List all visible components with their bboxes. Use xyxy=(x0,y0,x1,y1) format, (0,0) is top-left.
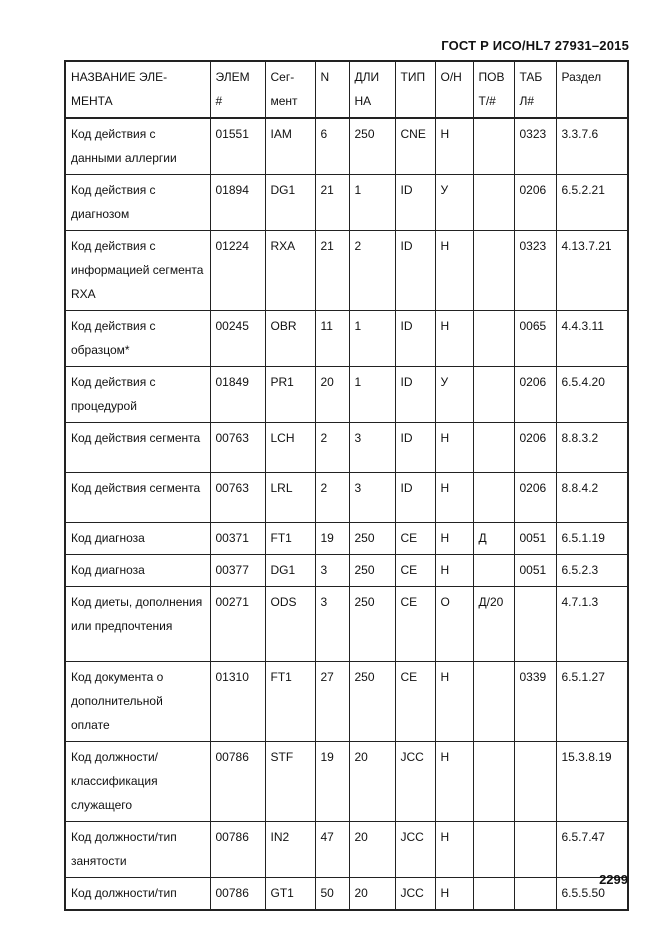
cell-segment: FT1 xyxy=(265,523,315,555)
cell-table-number: 0339 xyxy=(514,662,556,742)
cell-element-number: 00371 xyxy=(210,523,265,555)
cell-type: ID xyxy=(395,423,435,473)
cell-element-name: Код действия с процедурой xyxy=(65,367,210,423)
cell-type: ID xyxy=(395,175,435,231)
cell-table-number: 0323 xyxy=(514,118,556,175)
cell-type: JCC xyxy=(395,878,435,911)
cell-table-number: 0065 xyxy=(514,311,556,367)
cell-type: CE xyxy=(395,555,435,587)
table-row xyxy=(65,231,628,311)
cell-table-number: 0206 xyxy=(514,423,556,473)
cell-element-number: 00763 xyxy=(210,423,265,473)
page-number: 2299 xyxy=(599,872,628,887)
cell-type: CE xyxy=(395,523,435,555)
cell-section: 6.5.1.27 xyxy=(556,662,628,742)
cell-n: 27 xyxy=(315,662,349,742)
cell-table-number xyxy=(514,822,556,878)
cell-optionality: Н xyxy=(435,423,473,473)
table-row xyxy=(65,118,628,175)
cell-repetition xyxy=(473,311,514,367)
cell-length: 1 xyxy=(349,175,395,231)
cell-type: CE xyxy=(395,662,435,742)
cell-optionality: Н xyxy=(435,878,473,911)
cell-element-name: Код должности/классификация служащего xyxy=(65,742,210,822)
cell-section: 4.13.7.21 xyxy=(556,231,628,311)
table-row xyxy=(65,175,628,231)
cell-repetition xyxy=(473,231,514,311)
cell-repetition: Д/20 xyxy=(473,587,514,662)
cell-repetition xyxy=(473,822,514,878)
cell-optionality: Н xyxy=(435,555,473,587)
cell-length: 1 xyxy=(349,311,395,367)
cell-element-name: Код действия с данными аллергии xyxy=(65,118,210,175)
cell-element-name: Код действия с информацией сегмента RXA xyxy=(65,231,210,311)
cell-length: 250 xyxy=(349,523,395,555)
cell-optionality: Н xyxy=(435,822,473,878)
cell-element-number: 01310 xyxy=(210,662,265,742)
cell-element-name: Код должности/тип занятости xyxy=(65,822,210,878)
cell-element-number: 01224 xyxy=(210,231,265,311)
cell-length: 250 xyxy=(349,555,395,587)
cell-n: 50 xyxy=(315,878,349,911)
cell-element-number: 01894 xyxy=(210,175,265,231)
cell-repetition xyxy=(473,878,514,911)
cell-element-name: Код действия сегмента xyxy=(65,473,210,523)
cell-optionality: Н xyxy=(435,662,473,742)
cell-element-number: 00271 xyxy=(210,587,265,662)
cell-repetition xyxy=(473,175,514,231)
cell-length: 250 xyxy=(349,587,395,662)
cell-element-number: 00245 xyxy=(210,311,265,367)
cell-optionality: Н xyxy=(435,473,473,523)
cell-segment: OBR xyxy=(265,311,315,367)
cell-table-number: 0051 xyxy=(514,523,556,555)
column-header-length: ДЛИ НА xyxy=(349,61,395,118)
cell-section: 6.5.7.47 xyxy=(556,822,628,878)
table-row xyxy=(65,523,628,555)
table-row xyxy=(65,423,628,473)
cell-section: 8.8.3.2 xyxy=(556,423,628,473)
cell-optionality: Н xyxy=(435,742,473,822)
cell-element-name: Код действия с диагнозом xyxy=(65,175,210,231)
cell-element-name: Код документа о дополнительной оплате xyxy=(65,662,210,742)
cell-type: JCC xyxy=(395,742,435,822)
cell-element-number: 01551 xyxy=(210,118,265,175)
cell-table-number: 0051 xyxy=(514,555,556,587)
column-header-element-name: НАЗВАНИЕ ЭЛЕ-МЕНТА xyxy=(65,61,210,118)
cell-type: JCC xyxy=(395,822,435,878)
cell-section: 4.4.3.11 xyxy=(556,311,628,367)
cell-type: ID xyxy=(395,367,435,423)
table-row xyxy=(65,742,628,822)
cell-table-number: 0206 xyxy=(514,367,556,423)
cell-repetition xyxy=(473,662,514,742)
column-header-n: N xyxy=(315,61,349,118)
cell-segment: IAM xyxy=(265,118,315,175)
cell-repetition xyxy=(473,367,514,423)
cell-section: 6.5.2.21 xyxy=(556,175,628,231)
cell-element-number: 00763 xyxy=(210,473,265,523)
cell-element-number: 00786 xyxy=(210,822,265,878)
cell-n: 47 xyxy=(315,822,349,878)
cell-type: ID xyxy=(395,231,435,311)
cell-section: 8.8.4.2 xyxy=(556,473,628,523)
cell-repetition: Д xyxy=(473,523,514,555)
cell-section: 4.7.1.3 xyxy=(556,587,628,662)
table-row xyxy=(65,822,628,878)
cell-optionality: Н xyxy=(435,311,473,367)
cell-table-number: 0323 xyxy=(514,231,556,311)
cell-repetition xyxy=(473,473,514,523)
cell-repetition xyxy=(473,423,514,473)
cell-n: 11 xyxy=(315,311,349,367)
cell-type: ID xyxy=(395,311,435,367)
cell-length: 3 xyxy=(349,423,395,473)
cell-element-name: Код должности/тип xyxy=(65,878,210,911)
document-header: ГОСТ Р ИСО/HL7 27931–2015 xyxy=(441,38,629,53)
cell-element-name: Код действия сегмента xyxy=(65,423,210,473)
column-header-segment: Сег-мент xyxy=(265,61,315,118)
cell-segment: FT1 xyxy=(265,662,315,742)
table-row xyxy=(65,367,628,423)
cell-type: CE xyxy=(395,587,435,662)
cell-element-number: 01849 xyxy=(210,367,265,423)
table-row xyxy=(65,587,628,662)
cell-section: 6.5.5.50 xyxy=(556,878,628,911)
cell-n: 2 xyxy=(315,473,349,523)
cell-optionality: Н xyxy=(435,523,473,555)
cell-optionality: Н xyxy=(435,231,473,311)
cell-n: 19 xyxy=(315,742,349,822)
cell-segment: RXA xyxy=(265,231,315,311)
cell-table-number xyxy=(514,587,556,662)
cell-optionality: Н xyxy=(435,118,473,175)
cell-table-number: 0206 xyxy=(514,175,556,231)
cell-optionality: У xyxy=(435,367,473,423)
cell-optionality: У xyxy=(435,175,473,231)
cell-length: 250 xyxy=(349,118,395,175)
cell-element-name: Код диагноза xyxy=(65,523,210,555)
cell-n: 19 xyxy=(315,523,349,555)
cell-length: 3 xyxy=(349,473,395,523)
cell-length: 20 xyxy=(349,742,395,822)
cell-n: 20 xyxy=(315,367,349,423)
cell-section: 15.3.8.19 xyxy=(556,742,628,822)
cell-segment: LCH xyxy=(265,423,315,473)
cell-segment: GT1 xyxy=(265,878,315,911)
table-row xyxy=(65,311,628,367)
cell-table-number xyxy=(514,878,556,911)
cell-element-name: Код действия с образцом* xyxy=(65,311,210,367)
cell-length: 1 xyxy=(349,367,395,423)
cell-n: 2 xyxy=(315,423,349,473)
table-header-row xyxy=(65,61,628,118)
table-row xyxy=(65,555,628,587)
cell-table-number xyxy=(514,742,556,822)
cell-repetition xyxy=(473,742,514,822)
cell-segment: ODS xyxy=(265,587,315,662)
cell-length: 2 xyxy=(349,231,395,311)
column-header-table-number: ТАБ Л# xyxy=(514,61,556,118)
cell-section: 6.5.4.20 xyxy=(556,367,628,423)
cell-element-name: Код диагноза xyxy=(65,555,210,587)
cell-n: 3 xyxy=(315,555,349,587)
table-row xyxy=(65,473,628,523)
cell-repetition xyxy=(473,118,514,175)
table-row xyxy=(65,878,628,911)
cell-segment: DG1 xyxy=(265,555,315,587)
cell-segment: IN2 xyxy=(265,822,315,878)
cell-element-number: 00786 xyxy=(210,742,265,822)
cell-n: 6 xyxy=(315,118,349,175)
cell-element-number: 00377 xyxy=(210,555,265,587)
cell-table-number: 0206 xyxy=(514,473,556,523)
cell-n: 21 xyxy=(315,231,349,311)
cell-type: ID xyxy=(395,473,435,523)
cell-length: 250 xyxy=(349,662,395,742)
cell-n: 3 xyxy=(315,587,349,662)
cell-element-number: 00786 xyxy=(210,878,265,911)
cell-section: 6.5.2.3 xyxy=(556,555,628,587)
cell-optionality: О xyxy=(435,587,473,662)
cell-length: 20 xyxy=(349,878,395,911)
cell-section: 3.3.7.6 xyxy=(556,118,628,175)
data-elements-table xyxy=(64,60,629,911)
cell-element-name: Код диеты, дополнения или предпочтения xyxy=(65,587,210,662)
cell-segment: DG1 xyxy=(265,175,315,231)
cell-n: 21 xyxy=(315,175,349,231)
column-header-optionality: О/Н xyxy=(435,61,473,118)
column-header-type: ТИП xyxy=(395,61,435,118)
column-header-repetition: ПОВ Т/# xyxy=(473,61,514,118)
cell-section: 6.5.1.19 xyxy=(556,523,628,555)
cell-repetition xyxy=(473,555,514,587)
column-header-element-number: ЭЛЕМ # xyxy=(210,61,265,118)
cell-segment: STF xyxy=(265,742,315,822)
cell-segment: PR1 xyxy=(265,367,315,423)
column-header-section: Раздел xyxy=(556,61,628,118)
cell-segment: LRL xyxy=(265,473,315,523)
cell-length: 20 xyxy=(349,822,395,878)
cell-type: CNE xyxy=(395,118,435,175)
table-row xyxy=(65,662,628,742)
